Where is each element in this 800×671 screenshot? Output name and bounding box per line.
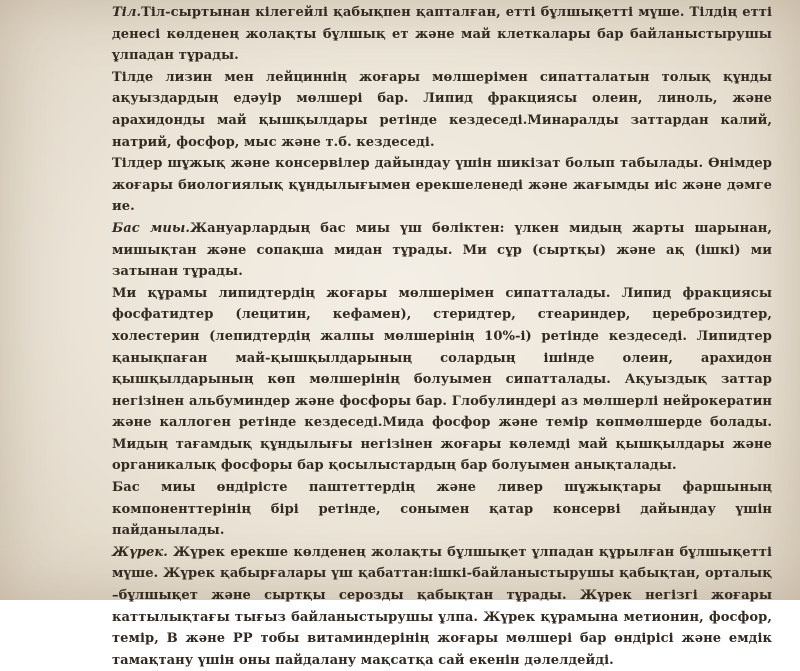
paragraph-til-composition <box>112 67 772 153</box>
term-zhurek: Жүрек. <box>112 544 168 560</box>
paragraph-bas-miy-usage <box>112 477 772 542</box>
paragraph-text: Тіл-сыртынан кілегейлі қабықпен қапталған, етті бұлшықетті мүше. Тілдің етті денесі көлденең жолақты бұлшық ет және май клеткалары бар байланыстырушы ұлпадан тұрады. <box>112 5 772 64</box>
text-body <box>112 2 772 671</box>
paragraph-text: Тілде лизин мен лейциннің жоғары мөлшерімен сипатталатын толық құнды ақуыздардың едәуір мөлшері бар. Липид фракциясы олеин, линоль, және арахидонды май қышқылдары ретінде кездеседі.Минаралды заттардан калий, натрий, фосфор, мыс және т.б. кездеседі. <box>112 69 772 150</box>
term-til: Тіл. <box>112 5 142 20</box>
paragraph-bas-miy-composition <box>112 283 772 477</box>
paragraph-text: Жүрек ерекше көлденең жолақты бұлшықет ұлпадан құрылған бұлшықетті мүше. Жүрек қабырғалары үш қабаттан:ішкі-байланыстырушы қабықтан, орталық –бұлшықет және сыртқы серозды қабықтан тұрады. Жүрек негізгі жоғары каттылықтағы тығыз байланыстырушы ұлпа. Жүрек құрамына метионин, фосфор, темір, В және РР тобы витаминдерінің жоғары мөлшері бар өндірісі және емдік тамақтану үшін оны пайдалану мақсатқа сай екенін дәлелдейді. <box>112 544 772 668</box>
paragraph-text: Тілдер шұжық және консервілер дайындау үшін шикізат болып табылады. Өнімдер жоғары биологиялық құндылығымен ерекшеленеді және жағымды иіс және дәмге ие. <box>112 156 772 215</box>
paragraph-zhurek <box>112 542 772 671</box>
paragraph-text: Ми құрамы липидтердің жоғары мөлшерімен сипатталады. Липид фракциясы фосфатидтер (лецитин, кефамен), стеридтер, стеариндер, цереброзидтер, холестерин (лепидтердің жалпы мөлшерінің 10%-і) ретінде кездеседі. Липидтер қанықпаған май-қышқылдарының солардың ішінде олеин, арахидон қышқылдарының көп мөлшерінің болуымен сипатталады. Ақуыздық заттар негізінен альбуминдер және фосфоры бар. Глобулиндері аз мөлшерлі нейрокератин және каллоген ретінде кездеседі.Мида фосфор және темір көпмөлшерде болады. Мидың тағамдық құндылығы негізінен жоғары көлемді май қышқылдары және органикалық фосфоры бар қосылыстардың бар болуымен анықталады. <box>112 285 772 474</box>
paragraph-til-intro <box>112 2 772 67</box>
paragraph-bas-miy-intro <box>112 218 772 283</box>
paragraph-text: Жануарлардың бас миы үш бөліктен: үлкен мидың жарты шарынан, мишықтан және сопақша мидан тұрады. Ми сұр (сыртқы) және ақ (ішкі) ми затынан тұрады. <box>112 220 772 280</box>
term-bas-miy: Бас миы. <box>112 220 190 236</box>
paragraph-text: Бас миы өндірісте паштеттердің және ливер шұжықтары фаршының компоненттерінің бірі ретінде, сонымен қатар консерві дайындау үшін пайданылады. <box>112 480 772 539</box>
paragraph-til-usage <box>112 153 772 218</box>
